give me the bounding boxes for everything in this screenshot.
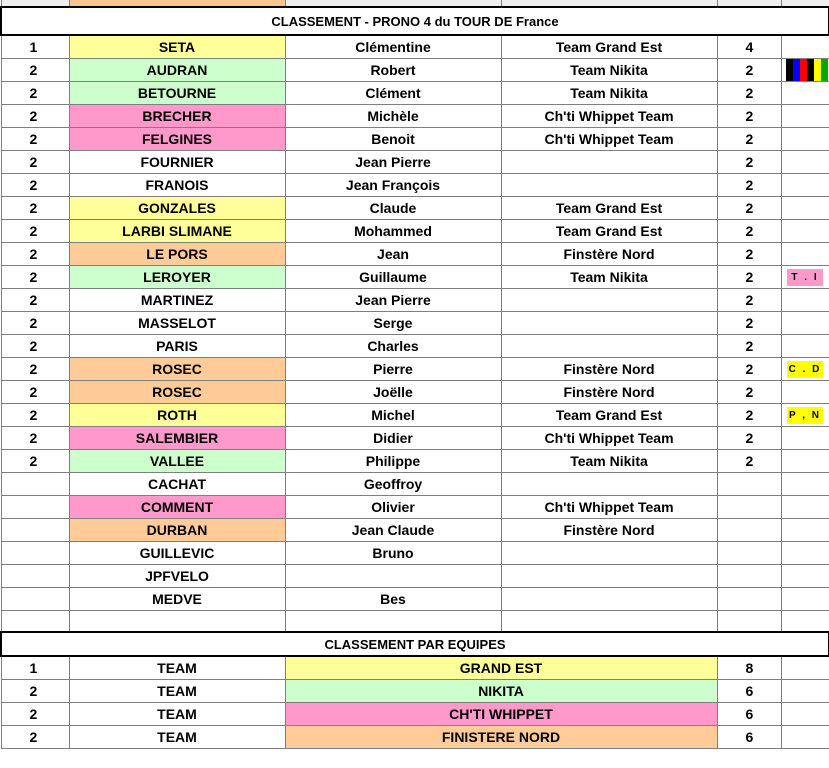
surname-cell[interactable]: MASSELOT: [69, 312, 285, 335]
surname-cell[interactable]: COMMENT: [69, 496, 285, 519]
surname-cell[interactable]: FELGINES: [69, 128, 285, 151]
team-rank-cell[interactable]: 2: [1, 726, 69, 749]
points-cell[interactable]: 2: [717, 220, 781, 243]
badge-cell[interactable]: [781, 151, 829, 174]
table-row: [1, 266, 829, 289]
column-header-strip: [1, 0, 829, 7]
badge-cell[interactable]: [781, 542, 829, 565]
badge-cell[interactable]: [781, 220, 829, 243]
rank-cell[interactable]: 2: [1, 450, 69, 473]
empty-cell[interactable]: [69, 611, 285, 633]
badge-cell[interactable]: [781, 335, 829, 358]
badge-cell[interactable]: [781, 473, 829, 496]
empty-cell[interactable]: [285, 611, 501, 633]
team-name-cell[interactable]: GRAND EST: [285, 656, 717, 680]
rank-cell[interactable]: 2: [1, 105, 69, 128]
surname-cell[interactable]: BETOURNE: [69, 82, 285, 105]
rank-cell[interactable]: 2: [1, 128, 69, 151]
points-cell[interactable]: 2: [717, 59, 781, 82]
empty-cell[interactable]: [501, 611, 717, 633]
surname-cell[interactable]: AUDRAN: [69, 59, 285, 82]
surname-cell[interactable]: SETA: [69, 35, 285, 59]
team-name-cell[interactable]: CH'TI WHIPPET: [285, 703, 717, 726]
surname-cell[interactable]: ROSEC: [69, 358, 285, 381]
rank-cell[interactable]: 2: [1, 151, 69, 174]
points-cell[interactable]: 2: [717, 243, 781, 266]
points-cell[interactable]: 2: [717, 404, 781, 427]
badge-cell[interactable]: [781, 588, 829, 611]
firstname-cell[interactable]: Michèle: [285, 105, 501, 128]
points-cell[interactable]: 2: [717, 128, 781, 151]
team-ranking-row: [1, 703, 829, 726]
rank-cell[interactable]: 2: [1, 266, 69, 289]
badge-cell[interactable]: [781, 128, 829, 151]
points-cell[interactable]: [717, 496, 781, 519]
firstname-cell[interactable]: Pierre: [285, 358, 501, 381]
firstname-cell[interactable]: Didier: [285, 427, 501, 450]
points-cell[interactable]: 2: [717, 289, 781, 312]
team-cell[interactable]: [501, 473, 717, 496]
badge-cell[interactable]: [781, 404, 829, 427]
surname-cell[interactable]: DURBAN: [69, 519, 285, 542]
points-cell[interactable]: 2: [717, 358, 781, 381]
table-row: [1, 128, 829, 151]
firstname-cell[interactable]: Michel: [285, 404, 501, 427]
firstname-cell[interactable]: Jean Pierre: [285, 289, 501, 312]
table-row: [1, 59, 829, 82]
rank-cell[interactable]: 2: [1, 381, 69, 404]
team-cell[interactable]: Finstère Nord: [501, 381, 717, 404]
badge-cell[interactable]: [781, 105, 829, 128]
surname-cell[interactable]: ROTH: [69, 404, 285, 427]
firstname-cell[interactable]: Clément: [285, 82, 501, 105]
team-points-cell[interactable]: 6: [717, 703, 781, 726]
table-row: [1, 289, 829, 312]
firstname-cell[interactable]: Charles: [285, 335, 501, 358]
firstname-cell[interactable]: Jean Pierre: [285, 151, 501, 174]
team-cell[interactable]: Team Grand Est: [501, 35, 717, 59]
ranking-title[interactable]: CLASSEMENT - PRONO 4 du TOUR DE France: [1, 7, 829, 35]
table-row: [1, 542, 829, 565]
points-cell[interactable]: 2: [717, 151, 781, 174]
table-row: [1, 358, 829, 381]
points-cell[interactable]: [717, 588, 781, 611]
team-points-cell[interactable]: 6: [717, 680, 781, 703]
team-cell[interactable]: Ch'ti Whippet Team: [501, 105, 717, 128]
ranking-title-row: [1, 7, 829, 35]
rank-cell[interactable]: 2: [1, 197, 69, 220]
badge-label: P , N: [787, 407, 823, 424]
surname-cell[interactable]: LE PORS: [69, 243, 285, 266]
rank-cell[interactable]: [1, 519, 69, 542]
badge-cell[interactable]: [781, 82, 829, 105]
empty-cell[interactable]: [781, 611, 829, 633]
table-row: [1, 82, 829, 105]
rank-cell[interactable]: 2: [1, 59, 69, 82]
rank-cell[interactable]: 2: [1, 174, 69, 197]
rank-cell[interactable]: [1, 542, 69, 565]
firstname-cell[interactable]: Bes: [285, 588, 501, 611]
firstname-cell[interactable]: Joëlle: [285, 381, 501, 404]
firstname-cell[interactable]: Philippe: [285, 450, 501, 473]
empty-cell[interactable]: [781, 703, 829, 726]
table-row: [1, 220, 829, 243]
badge-label: C . D: [787, 361, 823, 378]
empty-cell[interactable]: [1, 611, 69, 633]
team-cell[interactable]: Ch'ti Whippet Team: [501, 496, 717, 519]
team-cell[interactable]: Team Nikita: [501, 59, 717, 82]
firstname-cell[interactable]: Benoit: [285, 128, 501, 151]
table-row: [1, 496, 829, 519]
table-row: [1, 404, 829, 427]
table-row: [1, 335, 829, 358]
badge-cell[interactable]: [781, 59, 829, 82]
team-points-cell[interactable]: 8: [717, 656, 781, 680]
firstname-cell[interactable]: Geoffroy: [285, 473, 501, 496]
jersey-icon: [786, 59, 824, 81]
rank-cell[interactable]: 2: [1, 289, 69, 312]
badge-cell[interactable]: [781, 450, 829, 473]
empty-cell[interactable]: [781, 656, 829, 680]
firstname-cell[interactable]: Mohammed: [285, 220, 501, 243]
rank-cell[interactable]: [1, 588, 69, 611]
team-cell[interactable]: Team Nikita: [501, 450, 717, 473]
rank-cell[interactable]: [1, 496, 69, 519]
badge-cell[interactable]: [781, 243, 829, 266]
empty-cell[interactable]: [781, 680, 829, 703]
surname-cell[interactable]: VALLEE: [69, 450, 285, 473]
firstname-cell[interactable]: Bruno: [285, 542, 501, 565]
rank-cell[interactable]: 1: [1, 35, 69, 59]
team-name-cell[interactable]: NIKITA: [285, 680, 717, 703]
rank-cell[interactable]: 2: [1, 312, 69, 335]
team-ranking-row: [1, 726, 829, 749]
table-row: [1, 427, 829, 450]
surname-cell[interactable]: CACHAT: [69, 473, 285, 496]
firstname-cell[interactable]: Jean Claude: [285, 519, 501, 542]
team-cell[interactable]: Team Nikita: [501, 266, 717, 289]
table-row: [1, 243, 829, 266]
surname-cell[interactable]: BRECHER: [69, 105, 285, 128]
team-cell[interactable]: [501, 542, 717, 565]
table-row: [1, 565, 829, 588]
points-cell[interactable]: 2: [717, 82, 781, 105]
teams-title[interactable]: CLASSEMENT PAR EQUIPES: [1, 632, 829, 656]
badge-cell[interactable]: [781, 197, 829, 220]
team-cell[interactable]: Ch'ti Whippet Team: [501, 427, 717, 450]
team-rank-cell[interactable]: 1: [1, 656, 69, 680]
badge-cell[interactable]: [781, 381, 829, 404]
team-cell[interactable]: Finstère Nord: [501, 358, 717, 381]
surname-cell[interactable]: ROSEC: [69, 381, 285, 404]
points-cell[interactable]: [717, 473, 781, 496]
team-cell[interactable]: [501, 588, 717, 611]
table-row: [1, 197, 829, 220]
firstname-cell[interactable]: Claude: [285, 197, 501, 220]
firstname-cell[interactable]: Serge: [285, 312, 501, 335]
team-name-cell[interactable]: FINISTERE NORD: [285, 726, 717, 749]
table-row: [1, 312, 829, 335]
empty-cell[interactable]: [781, 726, 829, 749]
points-cell[interactable]: [717, 519, 781, 542]
team-ranking-row: [1, 680, 829, 703]
firstname-cell[interactable]: Jean: [285, 243, 501, 266]
surname-cell[interactable]: FRANOIS: [69, 174, 285, 197]
firstname-cell[interactable]: Olivier: [285, 496, 501, 519]
points-cell[interactable]: 2: [717, 197, 781, 220]
table-row: [1, 174, 829, 197]
table-row: [1, 473, 829, 496]
firstname-cell[interactable]: Jean François: [285, 174, 501, 197]
rank-cell[interactable]: 2: [1, 404, 69, 427]
firstname-cell[interactable]: Guillaume: [285, 266, 501, 289]
team-cell[interactable]: Team Grand Est: [501, 404, 717, 427]
rank-cell[interactable]: [1, 565, 69, 588]
team-cell[interactable]: [501, 174, 717, 197]
badge-cell[interactable]: [781, 266, 829, 289]
points-cell[interactable]: 2: [717, 427, 781, 450]
team-label-cell[interactable]: TEAM: [69, 656, 285, 680]
badge-cell[interactable]: [781, 427, 829, 450]
team-cell[interactable]: Ch'ti Whippet Team: [501, 128, 717, 151]
rank-cell[interactable]: 2: [1, 427, 69, 450]
team-cell[interactable]: Finstère Nord: [501, 519, 717, 542]
firstname-cell[interactable]: [285, 565, 501, 588]
rank-cell[interactable]: 2: [1, 82, 69, 105]
rank-cell[interactable]: 2: [1, 358, 69, 381]
badge-label: T . I: [787, 269, 823, 286]
table-row: [1, 381, 829, 404]
team-rank-cell[interactable]: 2: [1, 680, 69, 703]
table-row: [1, 519, 829, 542]
surname-cell[interactable]: MARTINEZ: [69, 289, 285, 312]
firstname-cell[interactable]: Robert: [285, 59, 501, 82]
team-cell[interactable]: Team Grand Est: [501, 197, 717, 220]
team-label-cell[interactable]: TEAM: [69, 680, 285, 703]
team-ranking-row: [1, 656, 829, 680]
points-cell[interactable]: 2: [717, 312, 781, 335]
surname-cell[interactable]: GONZALES: [69, 197, 285, 220]
points-cell[interactable]: 2: [717, 266, 781, 289]
team-cell[interactable]: [501, 565, 717, 588]
team-label-cell[interactable]: TEAM: [69, 726, 285, 749]
firstname-cell[interactable]: Clémentine: [285, 35, 501, 59]
points-cell[interactable]: [717, 542, 781, 565]
team-cell[interactable]: [501, 151, 717, 174]
empty-cell[interactable]: [717, 611, 781, 633]
surname-cell[interactable]: FOURNIER: [69, 151, 285, 174]
surname-cell[interactable]: LARBI SLIMANE: [69, 220, 285, 243]
rank-cell[interactable]: [1, 473, 69, 496]
team-rank-cell[interactable]: 2: [1, 703, 69, 726]
rank-cell[interactable]: 2: [1, 220, 69, 243]
points-cell[interactable]: 2: [717, 450, 781, 473]
surname-cell[interactable]: SALEMBIER: [69, 427, 285, 450]
badge-cell[interactable]: [781, 312, 829, 335]
surname-cell[interactable]: PARIS: [69, 335, 285, 358]
rank-cell[interactable]: 2: [1, 243, 69, 266]
badge-cell[interactable]: [781, 35, 829, 59]
badge-cell[interactable]: [781, 519, 829, 542]
points-cell[interactable]: 2: [717, 335, 781, 358]
rank-cell[interactable]: 2: [1, 335, 69, 358]
table-row: [1, 105, 829, 128]
table-row: [1, 588, 829, 611]
surname-cell[interactable]: GUILLEVIC: [69, 542, 285, 565]
badge-cell[interactable]: [781, 496, 829, 519]
points-cell[interactable]: 2: [717, 381, 781, 404]
team-label-cell[interactable]: TEAM: [69, 703, 285, 726]
team-cell[interactable]: Finstère Nord: [501, 243, 717, 266]
empty-row: [1, 611, 829, 633]
team-cell[interactable]: [501, 289, 717, 312]
surname-cell[interactable]: MEDVE: [69, 588, 285, 611]
points-cell[interactable]: 2: [717, 105, 781, 128]
surname-cell[interactable]: JPFVELO: [69, 565, 285, 588]
team-cell[interactable]: [501, 335, 717, 358]
badge-cell[interactable]: [781, 289, 829, 312]
table-row: [1, 151, 829, 174]
points-cell[interactable]: 2: [717, 174, 781, 197]
table-row: [1, 35, 829, 59]
points-cell[interactable]: [717, 565, 781, 588]
badge-cell[interactable]: [781, 358, 829, 381]
team-cell[interactable]: [501, 312, 717, 335]
team-cell[interactable]: Team Nikita: [501, 82, 717, 105]
surname-cell[interactable]: LEROYER: [69, 266, 285, 289]
badge-cell[interactable]: [781, 565, 829, 588]
table-row: [1, 450, 829, 473]
teams-title-row: [1, 632, 829, 656]
team-points-cell[interactable]: 6: [717, 726, 781, 749]
points-cell[interactable]: 4: [717, 35, 781, 59]
badge-cell[interactable]: [781, 174, 829, 197]
team-cell[interactable]: Team Grand Est: [501, 220, 717, 243]
